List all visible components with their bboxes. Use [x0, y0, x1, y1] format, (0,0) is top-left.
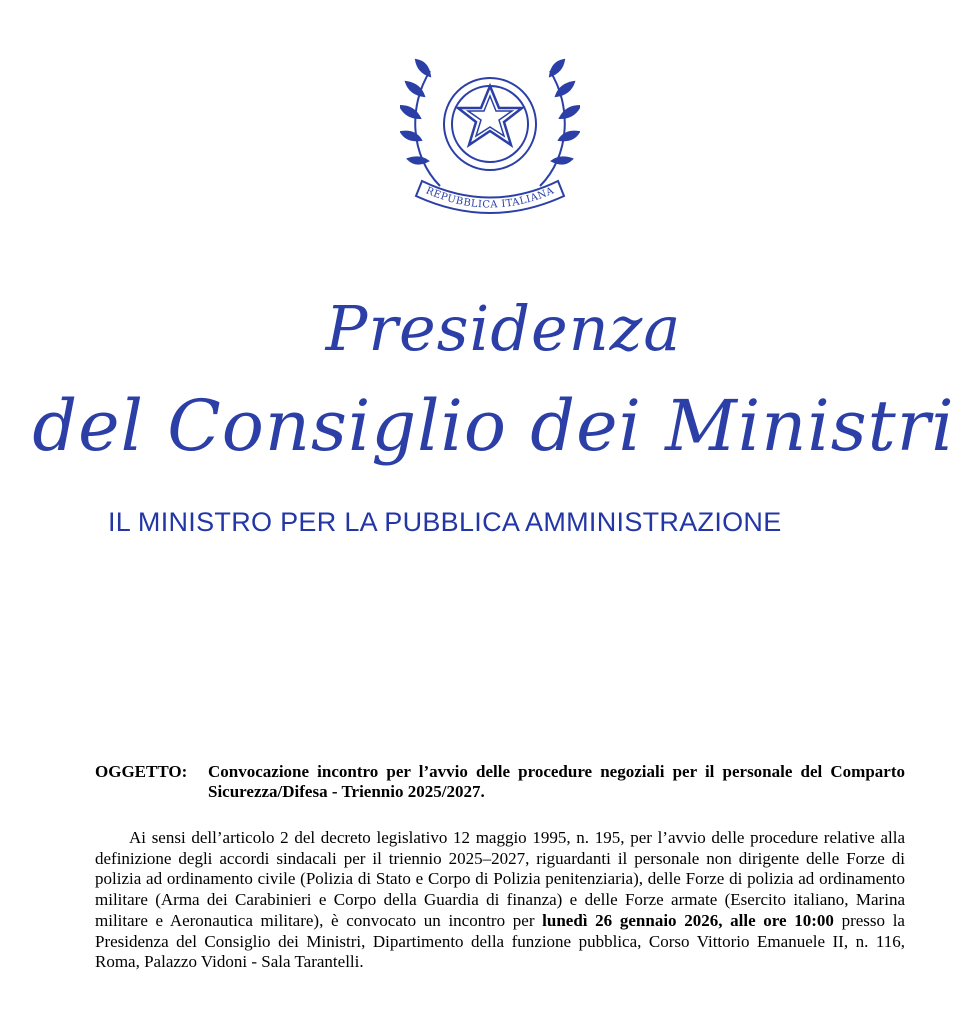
- oggetto-label: OGGETTO:: [95, 762, 188, 781]
- header-consiglio-dei-ministri: del Consiglio dei Ministri: [32, 385, 955, 467]
- body-text-part1: Ai sensi dell’articolo 2 del decreto legislativo 12 maggio 1995, n. 195, per l’avvio delle procedure relative alla definizione degli accordi sindacali per il triennio 2025–2027, riguardanti il personale non dirigente delle Forze di polizia ad ordinamento civile (Polizia di Stato e Corpo di Polizia penitenziaria), delle Forze di polizia ad ordinamento militare (Arma dei Carabinieri e Corpo della Guardia di finanza) e delle Forze armate (Esercito italiano, Marina militare e Aeronautica militare), è convocato un incontro per: [95, 828, 905, 930]
- svg-text:REPUBBLICA ITALIANA: REPUBBLICA ITALIANA: [424, 185, 556, 211]
- body-text-part2: presso la Presidenza del Consiglio dei Ministri, Dipartimento della funzione pubblica, Corso Vittorio Emanuele II, n. 116, Roma, Palazzo Vidoni - Sala Tarantelli.: [95, 910, 905, 972]
- meeting-date: lunedì 26 gennaio 2026, alle ore 10:00: [542, 910, 834, 930]
- oggetto-block: [95, 762, 905, 802]
- body-paragraph: [95, 828, 905, 973]
- italian-republic-emblem-icon: [400, 36, 580, 216]
- header-presidenza: Presidenza: [325, 292, 682, 365]
- oggetto-text: Convocazione incontro per l’avvio delle procedure negoziali per il personale del Comparto Sicurezza/Difesa - Triennio 2025/2027.: [208, 762, 905, 801]
- ministro-heading: IL MINISTRO PER LA PUBBLICA AMMINISTRAZIONE: [108, 507, 782, 537]
